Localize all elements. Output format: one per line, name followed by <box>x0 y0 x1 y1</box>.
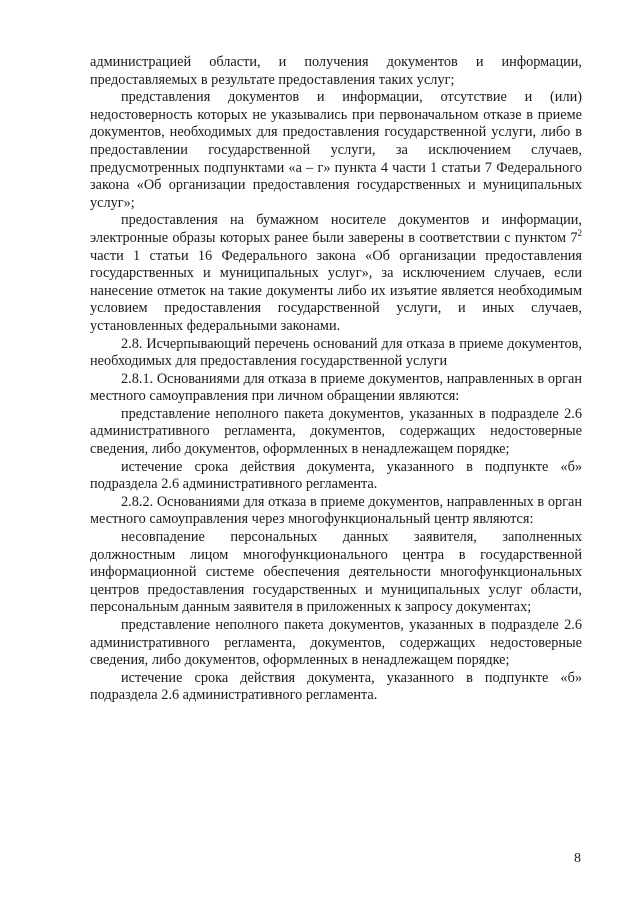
paragraph-continuation: администрацией области, и получения документов и информации, предоставляемых в результате предоставления таких услуг; <box>90 54 582 88</box>
section-2-8-1: 2.8.1. Основаниями для отказа в приеме документов, направленных в орган местного самоуправления при личном обращении являются: <box>90 370 582 405</box>
paragraph-documents-not-indicated: представления документов и информации, отсутствие и (или) недостоверность которых не указывались при первоначальном отказе в приеме документов, необходимых для предоставления государственной услуги, либо в предоставлении государственной услуги, за исключением случаев, предусмотренных подпунктами «а – г» пункта 4 части 1 статьи 7 Федерального закона «Об организации предоставления государственных и муниципальных услуг»; <box>90 89 582 211</box>
paragraph-paper-documents <box>90 212 582 335</box>
superscript-2: 2 <box>577 227 582 238</box>
ground-expired-document-1: истечение срока действия документа, указанного в подпункте «б» подраздела 2.6 административного регламента. <box>90 458 582 493</box>
page-number: 8 <box>574 851 581 866</box>
section-2-8-2: 2.8.2. Основаниями для отказа в приеме документов, направленных в орган местного самоуправления через многофункциональный центр являются: <box>90 493 582 528</box>
section-2-8-heading: 2.8. Исчерпывающий перечень оснований для отказа в приеме документов, необходимых для предоставления государственной услуги <box>90 335 582 370</box>
paragraph-paper-documents-start: предоставления на бумажном носителе документов и информации, электронные образы которых ранее были заверены в соответствии с пунктом 7 <box>90 212 582 246</box>
document-body <box>90 54 582 705</box>
ground-expired-document-2: истечение срока действия документа, указанного в подпункте «б» подраздела 2.6 административного регламента. <box>90 669 582 704</box>
ground-incomplete-package-1: представление неполного пакета документов, указанных в подразделе 2.6 административного регламента, документов, содержащих недостоверные сведения, либо документов, оформленных в ненадлежащем порядке; <box>90 405 582 458</box>
ground-personal-data-mismatch: несовпадение персональных данных заявителя, заполненных должностным лицом многофункционального центра в государственной информационной системе обеспечения деятельности многофункциональных центров предоставления государственных и муниципальных услуг области, персональным данным заявителя в приложенных к запросу документах; <box>90 529 582 616</box>
paragraph-paper-documents-end: части 1 статьи 16 Федерального закона «Об организации предоставления государственных и муниципальных услуг», за исключением случаев, если нанесение отметок на такие документы либо их изъятие является необходимым условием предоставления государственной услуги, и иных случаев, установленных федеральными законами. <box>90 247 582 334</box>
ground-incomplete-package-2: представление неполного пакета документов, указанных в подразделе 2.6 административного регламента, документов, содержащих недостоверные сведения, либо документов, оформленных в ненадлежащем порядке; <box>90 617 582 669</box>
